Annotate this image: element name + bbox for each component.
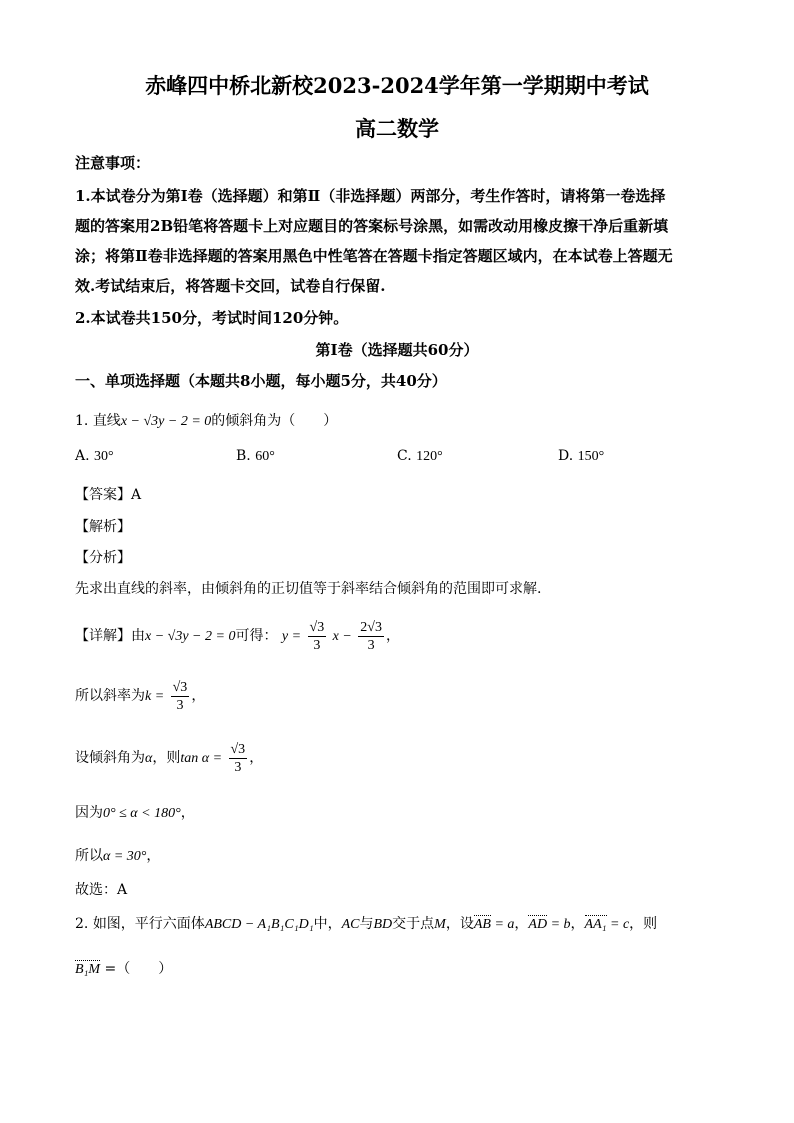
question-text: 与 <box>359 916 374 932</box>
notice-line-3: 涂；将第Ⅱ卷非选择题的答案用黑色中性笔答在答题卡指定答题区域内，在本试卷上答题无 <box>75 247 673 265</box>
volume-title: 第Ⅰ卷（选择题共60分） <box>315 341 479 359</box>
solid-name: ABCD − A₁B₁C₁D₁ <box>204 917 314 932</box>
result-expression: α = 30° <box>103 849 147 864</box>
option-label: D. <box>558 448 574 464</box>
answer-line <box>75 484 141 504</box>
fenxi-text: 先求出直线的斜率，由倾斜角的正切值等于斜率结合倾斜角的范围即可求解. <box>75 581 542 597</box>
angle-text: ， <box>249 750 264 766</box>
notice-line-1: 1.本试卷分为第Ⅰ卷（选择题）和第Ⅱ（非选择题）两部分，考生作答时，请将第一卷选择 <box>75 187 666 205</box>
fraction-numerator: √3 <box>172 679 188 695</box>
result-line <box>75 845 160 865</box>
range-text: ， <box>180 805 195 821</box>
fraction-numerator: √3 <box>309 619 325 635</box>
fraction-numerator: √3 <box>230 741 246 757</box>
option-a[interactable] <box>75 448 114 465</box>
question-2-line-2 <box>75 958 172 978</box>
range-expression: 0° ≤ α < 180° <box>103 806 181 821</box>
question-text: =（ ） <box>100 961 173 977</box>
question-text: 如图，平行六面体 <box>92 916 205 932</box>
fraction-denominator: 3 <box>234 759 242 775</box>
detail-tag: 【详解】 <box>75 628 131 644</box>
analysis-tag: 【解析】 <box>75 519 131 535</box>
vector-eq: = b <box>547 917 571 932</box>
question-2-stem <box>75 913 657 933</box>
result-text: ， <box>146 848 161 864</box>
option-value: 150° <box>577 449 605 464</box>
point-m: M <box>434 917 446 932</box>
option-label: A. <box>75 448 90 464</box>
slope-k: k = <box>145 689 165 704</box>
detail-equation: x − √3y − 2 = 0 <box>145 629 236 644</box>
notice-line-5: 2.本试卷共150分，考试时间120分钟。 <box>75 309 349 327</box>
question-text: ， <box>514 916 529 932</box>
detail-text: ， <box>385 628 400 644</box>
detail-text: 可得： <box>235 628 278 644</box>
vector-eq: = a <box>490 917 515 932</box>
vector-b1m: B₁M <box>75 962 101 977</box>
detail-line <box>75 616 400 657</box>
detail-text: 由 <box>131 628 145 644</box>
vector-aa1: AA₁ <box>584 917 607 932</box>
option-label: B. <box>236 448 251 464</box>
question-number: 2. <box>75 916 89 932</box>
fraction <box>308 619 327 654</box>
tan-expression: tan α = <box>180 751 223 766</box>
notice-heading: 注意事项： <box>75 154 151 172</box>
segment-bd: BD <box>373 917 393 932</box>
question-text: ，则 <box>629 916 658 932</box>
angle-text: ，则 <box>152 750 181 766</box>
question-text: 交于点 <box>392 916 435 932</box>
question-text: 直线 <box>92 413 121 429</box>
question-text: 中， <box>313 916 342 932</box>
fraction <box>358 619 384 654</box>
fraction-numerator: 2√3 <box>360 619 382 635</box>
option-b[interactable] <box>236 448 275 465</box>
part-title: 一、单项选择题（本题共8小题，每小题5分，共40分） <box>75 372 447 390</box>
fraction <box>229 741 248 776</box>
question-text: ，设 <box>445 916 474 932</box>
range-text: 因为 <box>75 805 103 821</box>
choose-line: 故选：A <box>75 882 128 898</box>
option-value: 30° <box>94 449 114 464</box>
fraction-denominator: 3 <box>176 697 184 713</box>
alpha-symbol: α <box>145 751 153 766</box>
detail-x: x − <box>332 629 352 644</box>
vector-eq: = c <box>606 917 630 932</box>
exam-subtitle: 高二数学 <box>355 116 439 141</box>
option-value: 60° <box>255 449 275 464</box>
answer-value: A <box>131 487 142 503</box>
segment-ac: AC <box>341 917 360 932</box>
slope-line <box>75 676 205 717</box>
fenxi-tag: 【分析】 <box>75 550 131 566</box>
option-c[interactable] <box>397 448 443 465</box>
question-text: ， <box>570 916 585 932</box>
answer-tag: 【答案】 <box>75 487 131 503</box>
angle-line <box>75 738 263 779</box>
line-equation: x − √3y − 2 = 0 <box>120 414 212 429</box>
notice-line-4: 效.考试结束后，将答题卡交回，试卷自行保留. <box>75 277 386 295</box>
option-d[interactable] <box>558 448 604 465</box>
slope-text: ， <box>191 688 206 704</box>
result-text: 所以 <box>75 848 103 864</box>
detail-y: y = <box>281 629 302 644</box>
fraction-denominator: 3 <box>313 637 321 653</box>
fraction-denominator: 3 <box>367 637 375 653</box>
angle-text: 设倾斜角为 <box>75 750 145 766</box>
range-line <box>75 802 195 822</box>
notice-line-2: 题的答案用2B铅笔将答题卡上对应题目的答案标号涂黑，如需改动用橡皮擦干净后重新填 <box>75 217 669 235</box>
question-1-stem <box>75 410 337 430</box>
question-number: 1. <box>75 413 89 429</box>
vector-ab: AB <box>473 917 491 932</box>
exam-title: 赤峰四中桥北新校2023-2024学年第一学期期中考试 <box>145 73 649 98</box>
option-label: C. <box>397 448 412 464</box>
question-text: 的倾斜角为（ ） <box>211 413 338 429</box>
option-value: 120° <box>416 449 443 464</box>
vector-ad: AD <box>528 917 548 932</box>
slope-text: 所以斜率为 <box>75 688 145 704</box>
fraction <box>171 679 190 714</box>
